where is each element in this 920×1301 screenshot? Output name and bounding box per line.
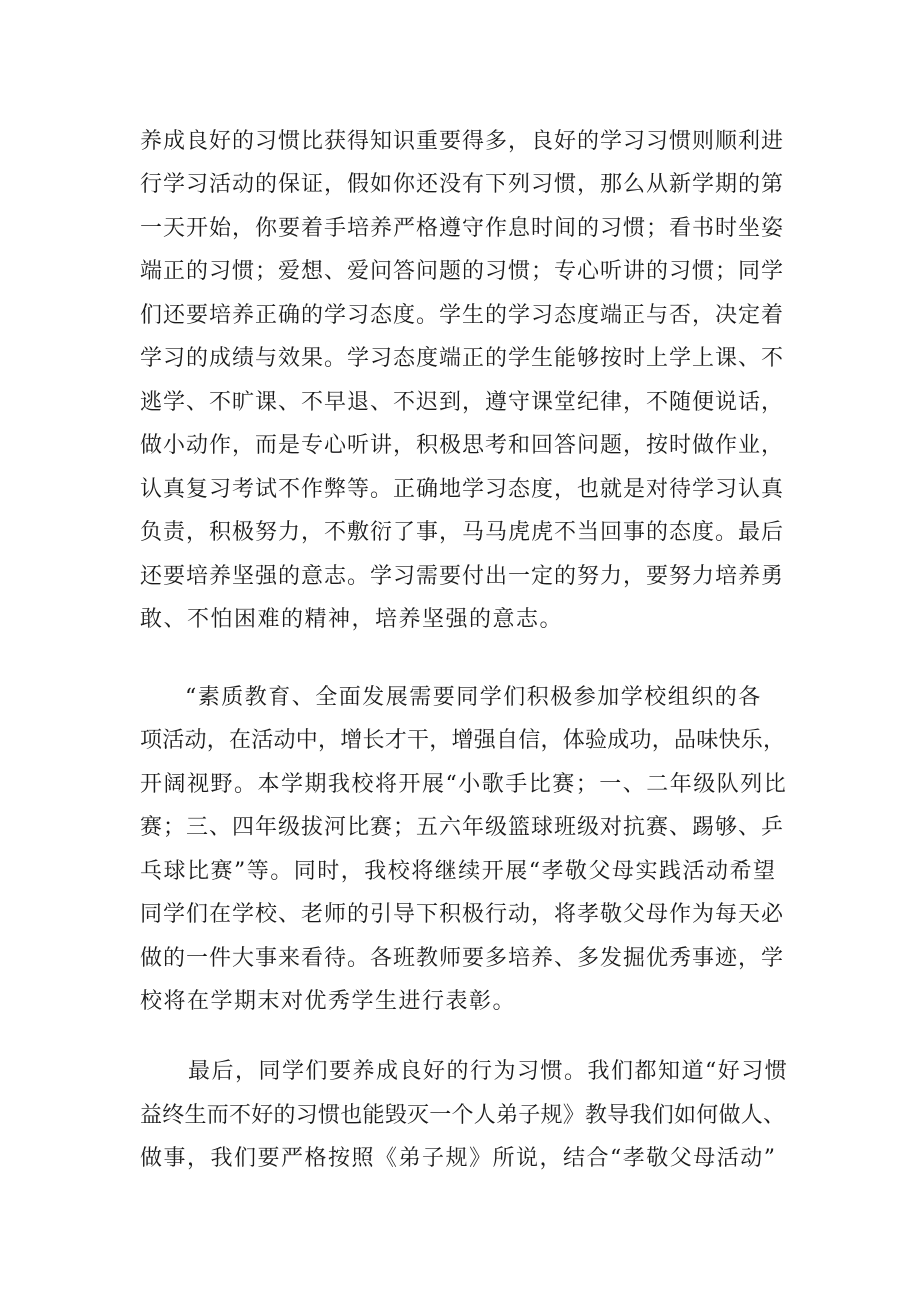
text-line: 最后，同学们要养成良好的行为习惯。我们都知道“好习惯: [188, 1059, 789, 1084]
text-line: 认真复习考试不作弊等。正确地学习态度，也就是对待学习认真: [140, 477, 785, 502]
text-line: 们还要培养正确的学习态度。学生的学习态度端正与否，决定着: [140, 303, 785, 328]
text-line: “素质教育、全面发展需要同学们积极参加学校组织的各: [185, 685, 762, 710]
text-line: 逃学、不旷课、不早退、不迟到，遵守课堂纪律，不随便说话，: [140, 390, 785, 415]
text-line: 养成良好的习惯比获得知识重要得多，良好的学习习惯则顺利进: [140, 129, 785, 154]
text-line: 同学们在学校、老师的引导下积极行动，将孝敬父母作为每天必: [140, 902, 785, 927]
text-line: 做的一件大事来看待。各班教师要多培养、多发掘优秀事迹，学: [140, 946, 785, 971]
text-line: 行学习活动的保证，假如你还没有下列习惯，那么从新学期的第: [140, 172, 785, 197]
text-line: 端正的习惯；爱想、爱问答问题的习惯；专心听讲的习惯；同学: [140, 259, 785, 284]
text-line: 赛；三、四年级拔河比赛；五六年级篮球班级对抗赛、踢够、乒: [140, 815, 785, 840]
text-line: 开阔视野。本学期我校将开展“小歌手比赛；一、二年级队列比: [140, 772, 788, 797]
text-line: 敢、不怕困难的精神，培养坚强的意志。: [140, 607, 564, 632]
text-line: 负责，积极努力，不敷衍了事，马马虎虎不当回事的态度。最后: [140, 520, 785, 545]
text-line: 做事，我们要严格按照《弟子规》所说，结合“孝敬父母活动”: [140, 1146, 777, 1171]
text-line: 益终生而不好的习惯也能毁灭一个人弟子规》教导我们如何做人、: [140, 1103, 786, 1128]
text-line: 学习的成绩与效果。学习态度端正的学生能够按时上学上课、不: [140, 346, 785, 371]
text-line: 校将在学期末对优秀学生进行表彰。: [140, 989, 517, 1014]
text-line: 做小动作，而是专心听讲，积极思考和回答问题，按时做作业，: [140, 433, 785, 458]
text-line: 乓球比赛”等。同时，我校将继续开展“孝敬父母实践活动希望: [140, 859, 777, 884]
text-line: 一天开始，你要着手培养严格遵守作息时间的习惯；看书时坐姿: [140, 216, 785, 241]
text-line: 项活动，在活动中，增长才干，增强自信，体验成功，品味快乐，: [140, 728, 786, 753]
text-line: 还要培养坚强的意志。学习需要付出一定的努力，要努力培养勇: [140, 564, 785, 589]
